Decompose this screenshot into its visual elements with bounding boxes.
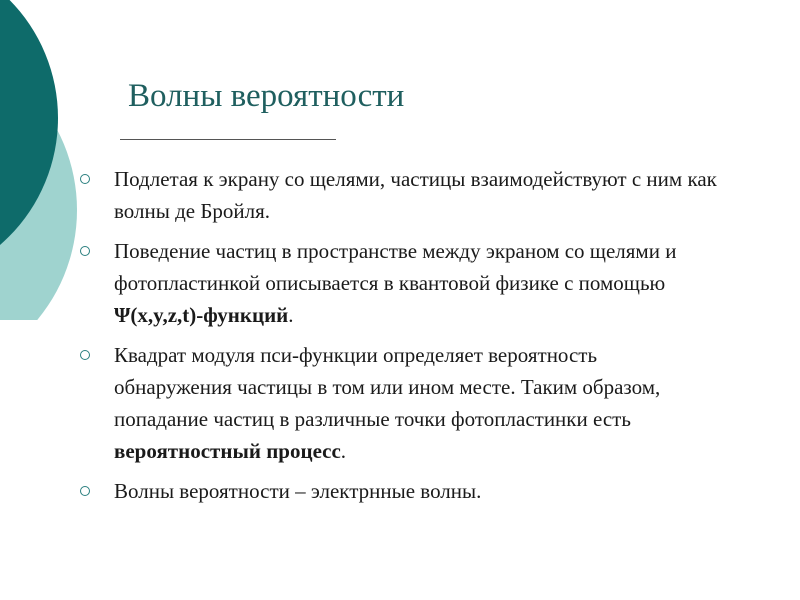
bullet-item	[80, 475, 720, 507]
bullet-text: Поведение частиц в пространстве между экраном со щелями и фотопластинкой описывается в квантовой физике с помощью	[114, 239, 677, 295]
bullet-text-end: .	[288, 303, 294, 327]
bullet-marker-icon	[80, 486, 90, 496]
bullet-marker-icon	[80, 246, 90, 256]
bullet-bold-term: вероятностный процесс	[114, 439, 341, 463]
title-underline	[120, 139, 336, 140]
bullet-bold-term: Ψ(x,y,z,t)-функций	[114, 303, 289, 327]
bullet-text: Волны вероятности – электрнные волны.	[114, 479, 482, 503]
bullet-item	[80, 339, 720, 467]
slide-title: Волны вероятности	[128, 78, 405, 114]
bullet-item	[80, 235, 720, 331]
bullet-marker-icon	[80, 174, 90, 184]
bullet-marker-icon	[80, 350, 90, 360]
bullet-item	[80, 163, 720, 227]
bullet-text: Квадрат модуля пси-функции определяет вероятность обнаружения частицы в том или ином месте. Таким образом, попадание частиц в различные точки фотопластинки есть	[114, 343, 661, 431]
bullet-list	[80, 163, 720, 515]
bullet-text-end: .	[340, 439, 347, 463]
bullet-text: Подлетая к экрану со щелями, частицы взаимодействуют с ним как волны де Бройля.	[114, 167, 717, 223]
